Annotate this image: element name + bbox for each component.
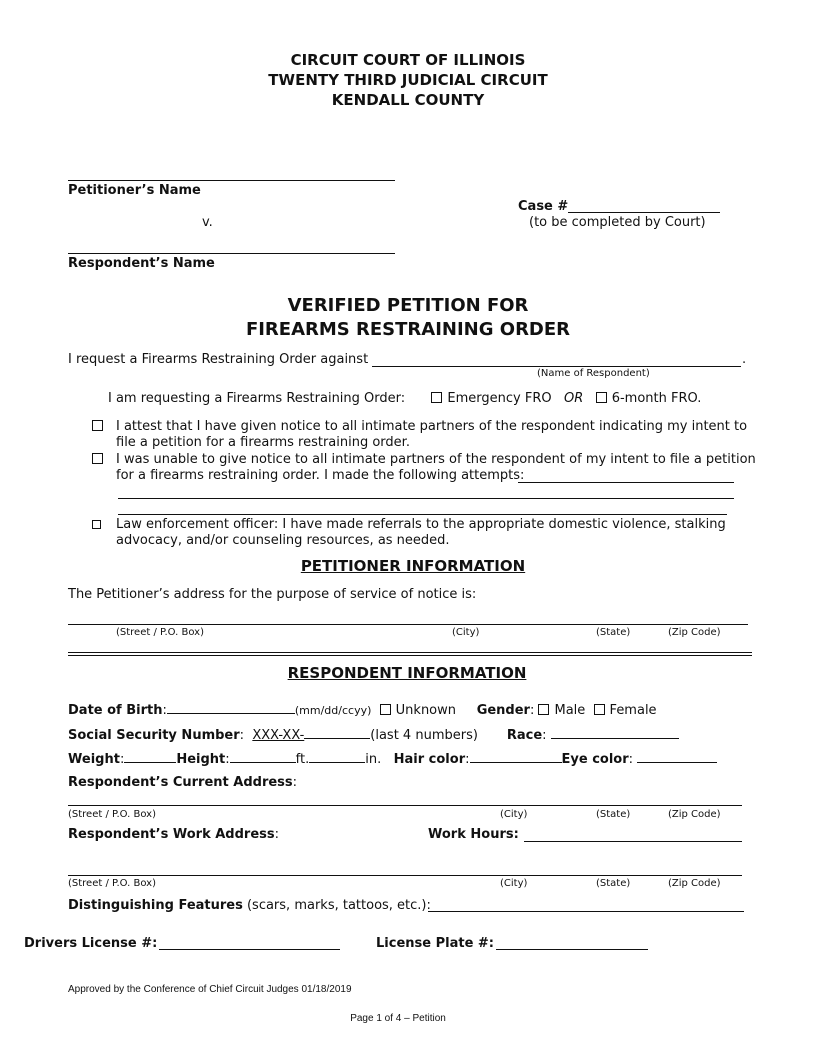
petitioner-name-line[interactable]: [68, 180, 395, 181]
court-header-line1: CIRCUIT COURT OF ILLINOIS: [290, 51, 526, 69]
attestation-3-text: [116, 517, 726, 549]
request-text: I request a Firearms Restraining Order against: [68, 352, 369, 367]
dob-row: Date of Birth: (mm/dd/ccyy) Unknown Gender: Male Female: [68, 703, 657, 718]
case-number-label: Case #: [518, 199, 569, 214]
court-header: [0, 50, 816, 110]
case-number-field[interactable]: [568, 212, 720, 213]
attestation-2: [92, 452, 108, 468]
work-hours-label: Work Hours:: [428, 827, 519, 842]
petitioner-city-label: (City): [452, 627, 480, 638]
case-number-note: (to be completed by Court): [529, 215, 706, 230]
attestation-2-line2: for a firearms restraining order. I made the following attempts:: [116, 468, 525, 483]
attestation-2-checkbox[interactable]: [92, 453, 103, 464]
title-line2: FIREARMS RESTRAINING ORDER: [245, 319, 571, 340]
attestation-1: [92, 419, 108, 435]
work-hours-field[interactable]: [524, 841, 742, 842]
features-label: Distinguishing Features: [68, 898, 243, 913]
dob-label: Date of Birth: [68, 703, 163, 718]
attestation-2-line1: I was unable to give notice to all intimate partners of the respondent of my intent to file a petition: [116, 452, 756, 467]
eye-field[interactable]: [637, 751, 717, 763]
dob-field[interactable]: [167, 702, 295, 714]
work-state-label: (State): [596, 878, 631, 889]
petitioner-street-label: (Street / P.O. Box): [116, 627, 204, 638]
work-address-field[interactable]: [68, 875, 742, 876]
ssn-value: XXX-XX-: [252, 728, 305, 743]
petitioner-info-heading: PETITIONER INFORMATION: [300, 557, 526, 575]
work-zip-label: (Zip Code): [668, 878, 721, 889]
attestation-3-checkbox[interactable]: [92, 520, 101, 529]
current-state-label: (State): [596, 809, 631, 820]
current-address-label: Respondent’s Current Address: [68, 775, 293, 790]
dob-format: (mm/dd/ccyy): [294, 704, 372, 717]
ssn-row: Social Security Number: XXX-XX- (last 4 numbers) Race:: [68, 727, 679, 743]
female-label: Female: [609, 703, 657, 718]
current-street-label: (Street / P.O. Box): [68, 809, 156, 820]
versus-label: v.: [202, 215, 213, 230]
court-header-line2: TWENTY THIRD JUDICIAL CIRCUIT: [268, 71, 548, 89]
emergency-fro-checkbox[interactable]: [431, 392, 442, 403]
height-label: Height: [176, 752, 226, 767]
work-address-row: Respondent’s Work Address:: [68, 827, 280, 842]
respondent-info-heading: RESPONDENT INFORMATION: [287, 664, 527, 682]
unknown-label: Unknown: [395, 703, 457, 718]
drivers-license-field[interactable]: [159, 949, 340, 950]
male-label: Male: [554, 703, 586, 718]
court-header-line3: KENDALL COUNTY: [331, 91, 485, 109]
race-label: Race: [506, 728, 543, 743]
license-plate-label: License Plate #:: [376, 936, 495, 951]
work-city-label: (City): [500, 878, 528, 889]
weight-field[interactable]: [124, 751, 176, 763]
attestation-1-line2: file a petition for a firearms restraining order.: [116, 435, 410, 450]
ssn-note: (last 4 numbers): [370, 728, 478, 743]
male-checkbox[interactable]: [538, 704, 549, 715]
drivers-license-label: Drivers License #:: [24, 936, 158, 951]
attempts-field-3[interactable]: [118, 514, 727, 515]
height-in-field[interactable]: [309, 751, 365, 763]
attestation-1-line1: I attest that I have given notice to all intimate partners of the respondent indicating my intent to: [116, 419, 748, 434]
title-line1: VERIFIED PETITION FOR: [287, 295, 529, 316]
petitioner-zip-label: (Zip Code): [668, 627, 721, 638]
six-month-fro-label: 6-month FRO.: [611, 391, 702, 406]
work-address-label: Respondent’s Work Address: [68, 827, 275, 842]
current-address-field[interactable]: [68, 805, 742, 806]
respondent-name-note: (Name of Respondent): [537, 368, 650, 379]
features-row: Distinguishing Features (scars, marks, tattoos, etc.):: [68, 898, 431, 913]
six-month-fro-checkbox[interactable]: [596, 392, 607, 403]
emergency-fro-label: Emergency FRO: [447, 391, 552, 406]
attempts-field-1[interactable]: [518, 482, 734, 483]
attestation-3: [92, 517, 106, 533]
petitioner-address-field[interactable]: [68, 624, 748, 625]
gender-label: Gender: [476, 703, 530, 718]
request-period: .: [742, 352, 747, 367]
height-ft-field[interactable]: [230, 751, 296, 763]
hair-field[interactable]: [470, 751, 562, 763]
current-address-row: Respondent’s Current Address:: [68, 775, 298, 790]
petitioner-name-label: Petitioner’s Name: [68, 183, 201, 198]
petitioner-state-label: (State): [596, 627, 631, 638]
unknown-checkbox[interactable]: [380, 704, 391, 715]
attestation-1-text: [116, 419, 747, 451]
eye-label: Eye color: [561, 752, 629, 767]
attestation-2-text: [116, 452, 756, 484]
license-plate-field[interactable]: [496, 949, 648, 950]
respondent-name-label: Respondent’s Name: [68, 256, 215, 271]
attestation-3-line2: advocacy, and/or counseling resources, as needed.: [116, 533, 450, 548]
attempts-field-2[interactable]: [118, 498, 734, 499]
respondent-name-field[interactable]: [372, 366, 741, 367]
weight-label: Weight: [68, 752, 120, 767]
current-zip-label: (Zip Code): [668, 809, 721, 820]
race-field[interactable]: [551, 727, 679, 739]
hair-label: Hair color: [393, 752, 466, 767]
petitioner-address-text: The Petitioner’s address for the purpose of service of notice is:: [68, 587, 477, 602]
fro-type-row: [108, 391, 701, 406]
female-checkbox[interactable]: [594, 704, 605, 715]
ssn-label: Social Security Number: [68, 728, 240, 743]
ft-label: ft.: [295, 752, 310, 767]
page-title: [0, 294, 816, 342]
approval-note: Approved by the Conference of Chief Circuit Judges 01/18/2019: [68, 984, 352, 995]
attestation-1-checkbox[interactable]: [92, 420, 103, 431]
section-divider: [68, 652, 752, 656]
page-number: Page 1 of 4 – Petition: [350, 1013, 446, 1024]
or-label: OR: [564, 391, 584, 406]
current-city-label: (City): [500, 809, 528, 820]
attestation-3-line1: Law enforcement officer: I have made referrals to the appropriate domestic violence, stalking: [116, 517, 726, 532]
features-note: (scars, marks, tattoos, etc.): [242, 898, 427, 913]
features-field[interactable]: [428, 911, 744, 912]
work-street-label: (Street / P.O. Box): [68, 878, 156, 889]
respondent-name-line[interactable]: [68, 253, 395, 254]
fro-type-text: I am requesting a Firearms Restraining Order:: [108, 391, 406, 406]
in-label: in.: [365, 752, 382, 767]
physical-row: Weight: Height: ft. in. Hair color: Eye color:: [68, 751, 717, 767]
ssn-field[interactable]: [304, 727, 370, 739]
